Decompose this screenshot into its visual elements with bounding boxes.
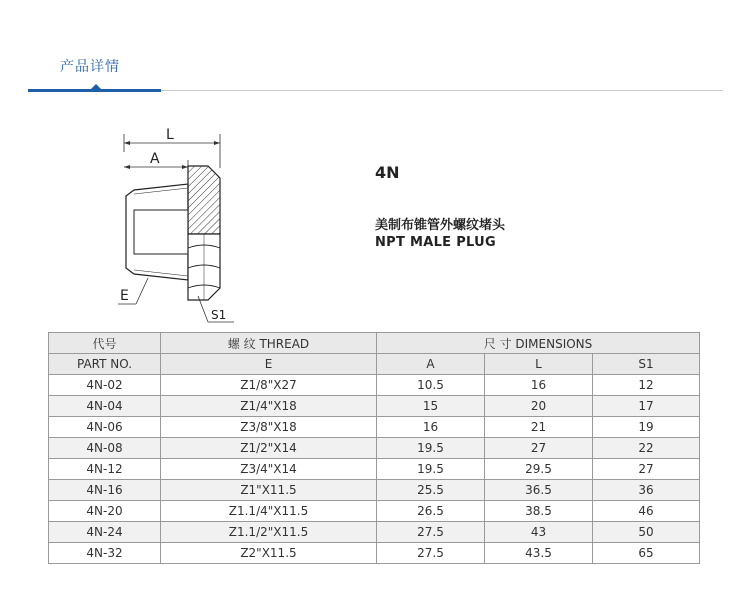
cell-thread: Z3/4"X14	[161, 459, 377, 480]
cell-l: 29.5	[485, 459, 593, 480]
header-dimensions: 尺 寸 DIMENSIONS	[377, 333, 700, 354]
cell-l: 20	[485, 396, 593, 417]
table-row	[49, 396, 700, 417]
cell-s1: 65	[593, 543, 700, 564]
cell-part-no: 4N-20	[49, 501, 161, 522]
cell-l: 43.5	[485, 543, 593, 564]
plug-technical-drawing	[108, 118, 258, 328]
cell-s1: 17	[593, 396, 700, 417]
cell-a: 19.5	[377, 459, 485, 480]
table-row	[49, 543, 700, 564]
cell-a: 15	[377, 396, 485, 417]
cell-thread: Z1/2"X14	[161, 438, 377, 459]
cell-l: 36.5	[485, 480, 593, 501]
product-name-cn: 美制布锥管外螺纹堵头	[375, 218, 506, 233]
table-row	[49, 375, 700, 396]
cell-part-no: 4N-02	[49, 375, 161, 396]
cell-thread: Z1/4"X18	[161, 396, 377, 417]
cell-a: 27.5	[377, 522, 485, 543]
cell-part-no: 4N-08	[49, 438, 161, 459]
product-name-en: NPT MALE PLUG	[375, 235, 496, 250]
hex-section-hatch	[188, 166, 220, 234]
cell-s1: 19	[593, 417, 700, 438]
cell-s1: 36	[593, 480, 700, 501]
cell-part-no: 4N-32	[49, 543, 161, 564]
cell-thread: Z1.1/4"X11.5	[161, 501, 377, 522]
arrow-icon	[182, 165, 188, 169]
table-row	[49, 438, 700, 459]
arrow-icon	[124, 141, 130, 145]
cell-a: 19.5	[377, 438, 485, 459]
leader-e	[136, 278, 148, 304]
caret-up-icon	[91, 84, 101, 89]
arrow-icon	[124, 165, 130, 169]
header-col-a: A	[377, 354, 485, 375]
cell-thread: Z1"X11.5	[161, 480, 377, 501]
table-row	[49, 522, 700, 543]
cell-l: 21	[485, 417, 593, 438]
cell-s1: 50	[593, 522, 700, 543]
cell-part-no: 4N-16	[49, 480, 161, 501]
header-code-en: PART NO.	[49, 354, 161, 375]
cell-s1: 46	[593, 501, 700, 522]
cell-l: 27	[485, 438, 593, 459]
cell-l: 38.5	[485, 501, 593, 522]
product-code: 4N	[375, 163, 400, 182]
table-row	[49, 501, 700, 522]
bore	[134, 210, 188, 254]
cell-part-no: 4N-06	[49, 417, 161, 438]
arrow-icon	[214, 141, 220, 145]
header-col-l: L	[485, 354, 593, 375]
label-a: A	[150, 151, 160, 167]
cell-thread: Z1.1/2"X11.5	[161, 522, 377, 543]
cell-a: 16	[377, 417, 485, 438]
header-code-cn: 代号	[49, 333, 161, 354]
cell-s1: 27	[593, 459, 700, 480]
cell-thread: Z2"X11.5	[161, 543, 377, 564]
label-l: L	[166, 127, 174, 143]
cell-a: 27.5	[377, 543, 485, 564]
header-thread: 螺 纹 THREAD	[161, 333, 377, 354]
spec-table	[48, 332, 700, 564]
label-s1: S1	[211, 308, 227, 322]
section-accent-bar	[28, 89, 161, 92]
cell-s1: 12	[593, 375, 700, 396]
table-row	[49, 480, 700, 501]
header-col-s1: S1	[593, 354, 700, 375]
cell-s1: 22	[593, 438, 700, 459]
cell-a: 10.5	[377, 375, 485, 396]
section-title: 产品详情	[60, 59, 120, 75]
cell-a: 25.5	[377, 480, 485, 501]
cell-l: 16	[485, 375, 593, 396]
cell-l: 43	[485, 522, 593, 543]
label-e: E	[120, 288, 129, 304]
table-subheader-row	[49, 354, 700, 375]
table-row	[49, 459, 700, 480]
table-header-row	[49, 333, 700, 354]
cell-a: 26.5	[377, 501, 485, 522]
cell-thread: Z3/8"X18	[161, 417, 377, 438]
table-row	[49, 417, 700, 438]
cell-part-no: 4N-24	[49, 522, 161, 543]
cell-part-no: 4N-04	[49, 396, 161, 417]
cell-part-no: 4N-12	[49, 459, 161, 480]
header-thread-e: E	[161, 354, 377, 375]
cell-thread: Z1/8"X27	[161, 375, 377, 396]
